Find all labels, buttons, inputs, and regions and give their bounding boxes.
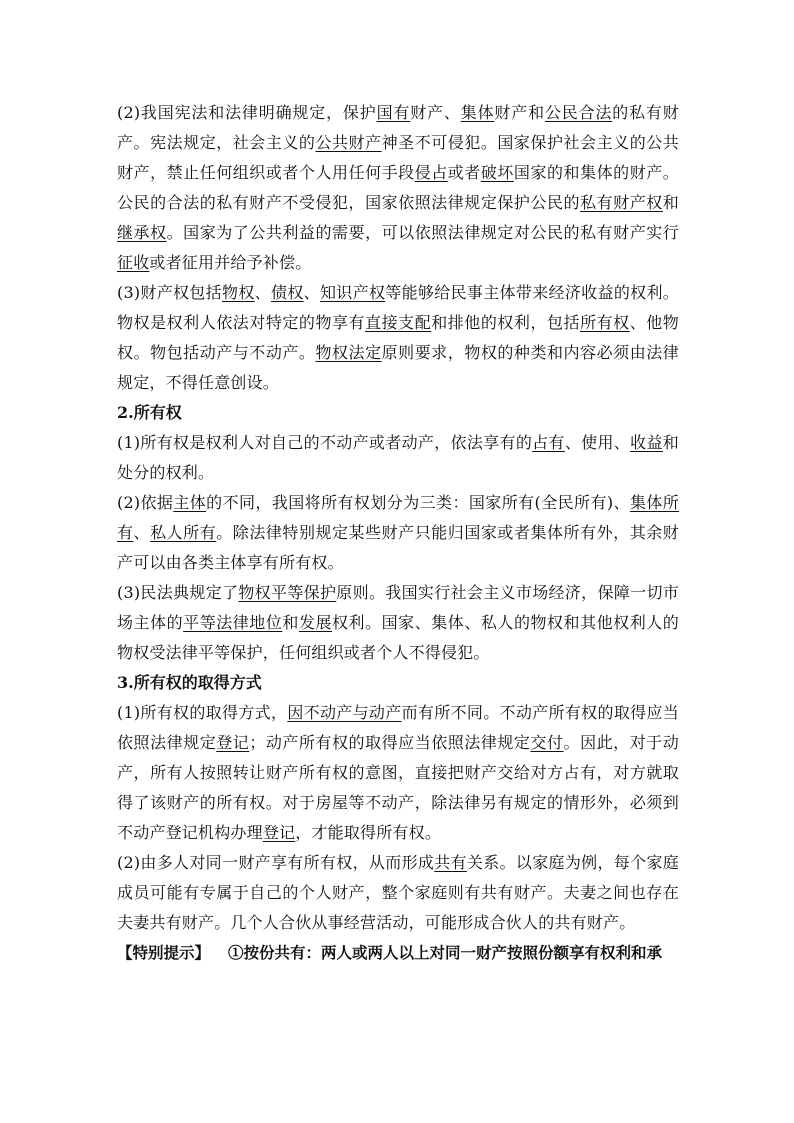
underlined-term: 私有财产权 bbox=[580, 193, 663, 212]
special-tip-label: 【特别提示】 bbox=[117, 943, 211, 962]
text-run: (3)民法典规定了 bbox=[117, 583, 239, 602]
underlined-term: 发展 bbox=[298, 613, 333, 632]
text-run: 或者 bbox=[447, 163, 481, 182]
text-run: 财产和 bbox=[494, 103, 545, 122]
text-run: 。因此，对于动产，所有人按照转让财产所有权的意图，直接把财产交给对方占有，对方就取得了该财产的所有权。对于房屋等不动产，除法律另有规定的情形外，必须到不动产登记机构办理 bbox=[117, 733, 679, 842]
document-page bbox=[117, 98, 679, 968]
text-run: 原则要求，物权的种类和内容必须由法律规定，不得任意创设。 bbox=[117, 343, 679, 392]
underlined-term: 征收 bbox=[117, 253, 150, 272]
text-run: (1)所有权的取得方式， bbox=[117, 703, 288, 722]
text-run: 和 bbox=[662, 193, 679, 212]
underlined-term: 共有 bbox=[434, 853, 467, 872]
text-run: (2)我国宪法和法律明确规定，保护 bbox=[117, 103, 377, 122]
text-run: 、 bbox=[254, 283, 271, 302]
paragraph-property-rights bbox=[117, 278, 679, 398]
underlined-term: 集体所有 bbox=[117, 493, 679, 542]
text-run: 而有所不同。不动产所有权的取得应当依照法律规定 bbox=[117, 703, 679, 752]
underlined-term: 登记 bbox=[216, 733, 250, 752]
text-run: 、 bbox=[303, 283, 320, 302]
text-run: 、 bbox=[133, 523, 151, 542]
underlined-term: 收益 bbox=[630, 433, 663, 452]
paragraph-constitution-protection bbox=[117, 98, 679, 278]
text-run: 、他物权。物包括动产与不动产。 bbox=[117, 313, 679, 362]
text-run: 国家的和集体的财产。公民的合法的私有财产不受侵犯，国家依照法律规定保护公民的 bbox=[117, 163, 679, 212]
underlined-term: 国有 bbox=[376, 103, 411, 122]
underlined-term: 继承权 bbox=[117, 223, 167, 242]
paragraph-equal-protection bbox=[117, 578, 679, 668]
special-tip bbox=[117, 938, 679, 968]
underlined-term: 破坏 bbox=[480, 163, 514, 182]
underlined-term: 债权 bbox=[271, 283, 304, 302]
heading-ownership: 2.所有权 bbox=[117, 403, 182, 422]
underlined-term: 登记 bbox=[262, 823, 296, 842]
paragraph-ownership-types bbox=[117, 488, 679, 578]
underlined-term: 私人所有 bbox=[150, 523, 217, 542]
text-run: 关系。以家庭为例，每个家庭成员可能有专属于自己的个人财产，整个家庭则有共有财产。夫妻之间也存在夫妻共有财产。几个人合伙从事经营活动，可能形成合伙人的共有财产。 bbox=[117, 853, 679, 932]
underlined-term: 侵占 bbox=[414, 163, 448, 182]
text-run: 和处分的权利。 bbox=[117, 433, 679, 482]
paragraph-acquisition-methods bbox=[117, 698, 679, 848]
text-run: ；动产所有权的取得应当依照法律规定 bbox=[249, 733, 531, 752]
text-run: 的私有财产。宪法规定，社会主义的 bbox=[117, 103, 679, 152]
underlined-term: 公共财产 bbox=[315, 133, 382, 152]
text-run: 原则。我国实行社会主义市场经济，保障一切市场主体的 bbox=[117, 583, 679, 632]
text-run: 。国家为了公共利益的需要，可以依照法律规定对公民的私有财产实行 bbox=[166, 223, 679, 242]
heading-acquisition: 3.所有权的取得方式 bbox=[117, 673, 262, 692]
underlined-term: 主体 bbox=[173, 493, 207, 512]
underlined-term: 因不动产与动产 bbox=[287, 703, 402, 722]
text-run: 或者征用并给予补偿。 bbox=[149, 253, 312, 272]
text-run: (2)依据 bbox=[117, 493, 174, 512]
text-run: 神圣不可侵犯。国家保护社会主义的公共财产，禁止任何组织或者个人用任何手段 bbox=[117, 133, 679, 182]
text-run: 和 bbox=[282, 613, 299, 632]
underlined-term: 物权 bbox=[222, 283, 255, 302]
underlined-term: 公民合法 bbox=[544, 103, 613, 122]
paragraph-ownership-definition bbox=[117, 428, 679, 488]
text-run: (2)由多人对同一财产享有所有权，从而形成 bbox=[117, 853, 435, 872]
underlined-term: 平等法律地位 bbox=[183, 613, 283, 632]
text-run: 等能够给民事主体带来经济收益的权利。物权是权利人依法对特定的物享有 bbox=[117, 283, 679, 332]
text-run: 的不同，我国将所有权划分为三类：国家所有(全民所有)、 bbox=[206, 493, 630, 512]
text-run: (3)财产权包括 bbox=[117, 283, 223, 302]
paragraph-co-ownership bbox=[117, 848, 679, 938]
underlined-term: 物权平等保护 bbox=[238, 583, 337, 602]
underlined-term: 集体 bbox=[460, 103, 495, 122]
text-run: 。除法律特别规定某些财产只能归国家或者集体所有外，其余财产可以由各类主体享有所有权。 bbox=[117, 523, 679, 572]
underlined-term: 知识产权 bbox=[319, 283, 386, 302]
text-run: 、使用、 bbox=[564, 433, 631, 452]
special-tip-text: ①按份共有：两人或两人以上对同一财产按照份额享有权利和承 bbox=[228, 943, 663, 962]
underlined-term: 直接支配 bbox=[365, 313, 432, 332]
underlined-term: 交付 bbox=[530, 733, 564, 752]
text-run: (1)所有权是权利人对自己的不动产或者动产，依法享有的 bbox=[117, 433, 533, 452]
text-run: 和排他的权利，包括 bbox=[431, 313, 581, 332]
underlined-term: 占有 bbox=[532, 433, 565, 452]
underlined-term: 物权法定 bbox=[315, 343, 382, 362]
text-run: 权利。国家、集体、私人的物权和其他权利人的物权受法律平等保护，任何组织或者个人不得侵犯。 bbox=[117, 613, 679, 662]
text-run: ，才能取得所有权。 bbox=[295, 823, 442, 842]
text-run: 财产、 bbox=[410, 103, 461, 122]
underlined-term: 所有权 bbox=[580, 313, 630, 332]
